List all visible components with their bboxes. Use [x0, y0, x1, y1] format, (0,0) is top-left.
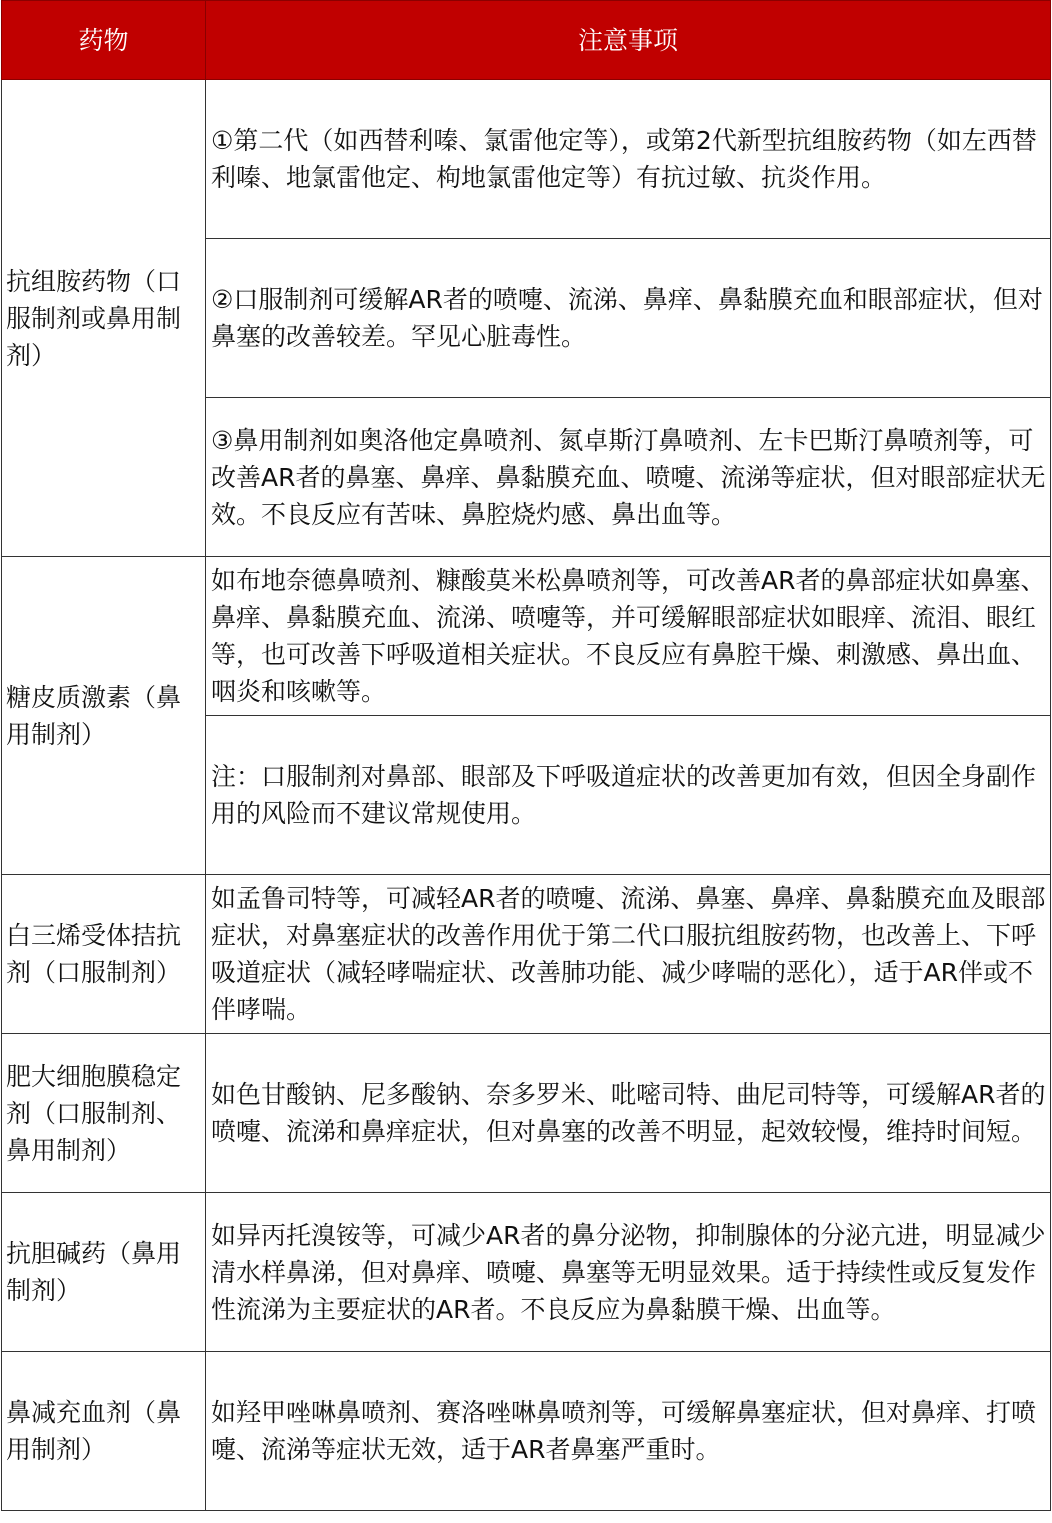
notes-cell: ③鼻用制剂如奥洛他定鼻喷剂、氮卓斯汀鼻喷剂、左卡巴斯汀鼻喷剂等，可改善AR者的鼻塞、鼻痒、鼻黏膜充血、喷嚏、流涕等症状，但对眼部症状无效。不良反应有苦味、鼻腔烧灼感、鼻出血等。 [206, 398, 1051, 557]
table-row [2, 557, 1051, 716]
table-row [2, 80, 1051, 239]
header-drug: 药物 [2, 1, 206, 80]
drug-cell: 白三烯受体拮抗剂（口服制剂） [2, 875, 206, 1034]
notes-cell: ②口服制剂可缓解AR者的喷嚏、流涕、鼻痒、鼻黏膜充血和眼部症状，但对鼻塞的改善较差。罕见心脏毒性。 [206, 239, 1051, 398]
notes-cell: 如羟甲唑啉鼻喷剂、赛洛唑啉鼻喷剂等，可缓解鼻塞症状，但对鼻痒、打喷嚏、流涕等症状无效，适于AR者鼻塞严重时。 [206, 1352, 1051, 1511]
table-header-row [2, 1, 1051, 80]
drug-cell: 抗组胺药物（口服制剂或鼻用制剂） [2, 80, 206, 557]
header-notes: 注意事项 [206, 1, 1051, 80]
notes-cell: 注：口服制剂对鼻部、眼部及下呼吸道症状的改善更加有效，但因全身副作用的风险而不建议常规使用。 [206, 716, 1051, 875]
drug-cell: 抗胆碱药（鼻用制剂） [2, 1193, 206, 1352]
drug-notes-table [1, 0, 1051, 1511]
table-row [2, 1352, 1051, 1511]
notes-cell: 如异丙托溴铵等，可减少AR者的鼻分泌物，抑制腺体的分泌亢进，明显减少清水样鼻涕，但对鼻痒、喷嚏、鼻塞等无明显效果。适于持续性或反复发作性流涕为主要症状的AR者。不良反应为鼻黏膜干燥、出血等。 [206, 1193, 1051, 1352]
drug-cell: 肥大细胞膜稳定剂（口服制剂、鼻用制剂） [2, 1034, 206, 1193]
table-row [2, 1034, 1051, 1193]
notes-cell: ①第二代（如西替利嗪、氯雷他定等），或第2代新型抗组胺药物（如左西替利嗪、地氯雷他定、枸地氯雷他定等）有抗过敏、抗炎作用。 [206, 80, 1051, 239]
drug-cell: 鼻减充血剂（鼻用制剂） [2, 1352, 206, 1511]
notes-cell: 如布地奈德鼻喷剂、糠酸莫米松鼻喷剂等，可改善AR者的鼻部症状如鼻塞、鼻痒、鼻黏膜充血、流涕、喷嚏等，并可缓解眼部症状如眼痒、流泪、眼红等，也可改善下呼吸道相关症状。不良反应有鼻腔干燥、刺激感、鼻出血、咽炎和咳嗽等。 [206, 557, 1051, 716]
table-row [2, 1193, 1051, 1352]
notes-cell: 如色甘酸钠、尼多酸钠、奈多罗米、吡嘧司特、曲尼司特等，可缓解AR者的喷嚏、流涕和鼻痒症状，但对鼻塞的改善不明显，起效较慢，维持时间短。 [206, 1034, 1051, 1193]
table-row [2, 875, 1051, 1034]
drug-cell: 糖皮质激素（鼻用制剂） [2, 557, 206, 875]
notes-cell: 如孟鲁司特等，可减轻AR者的喷嚏、流涕、鼻塞、鼻痒、鼻黏膜充血及眼部症状，对鼻塞症状的改善作用优于第二代口服抗组胺药物，也改善上、下呼吸道症状（减轻哮喘症状、改善肺功能、减少哮喘的恶化），适于AR伴或不伴哮喘。 [206, 875, 1051, 1034]
